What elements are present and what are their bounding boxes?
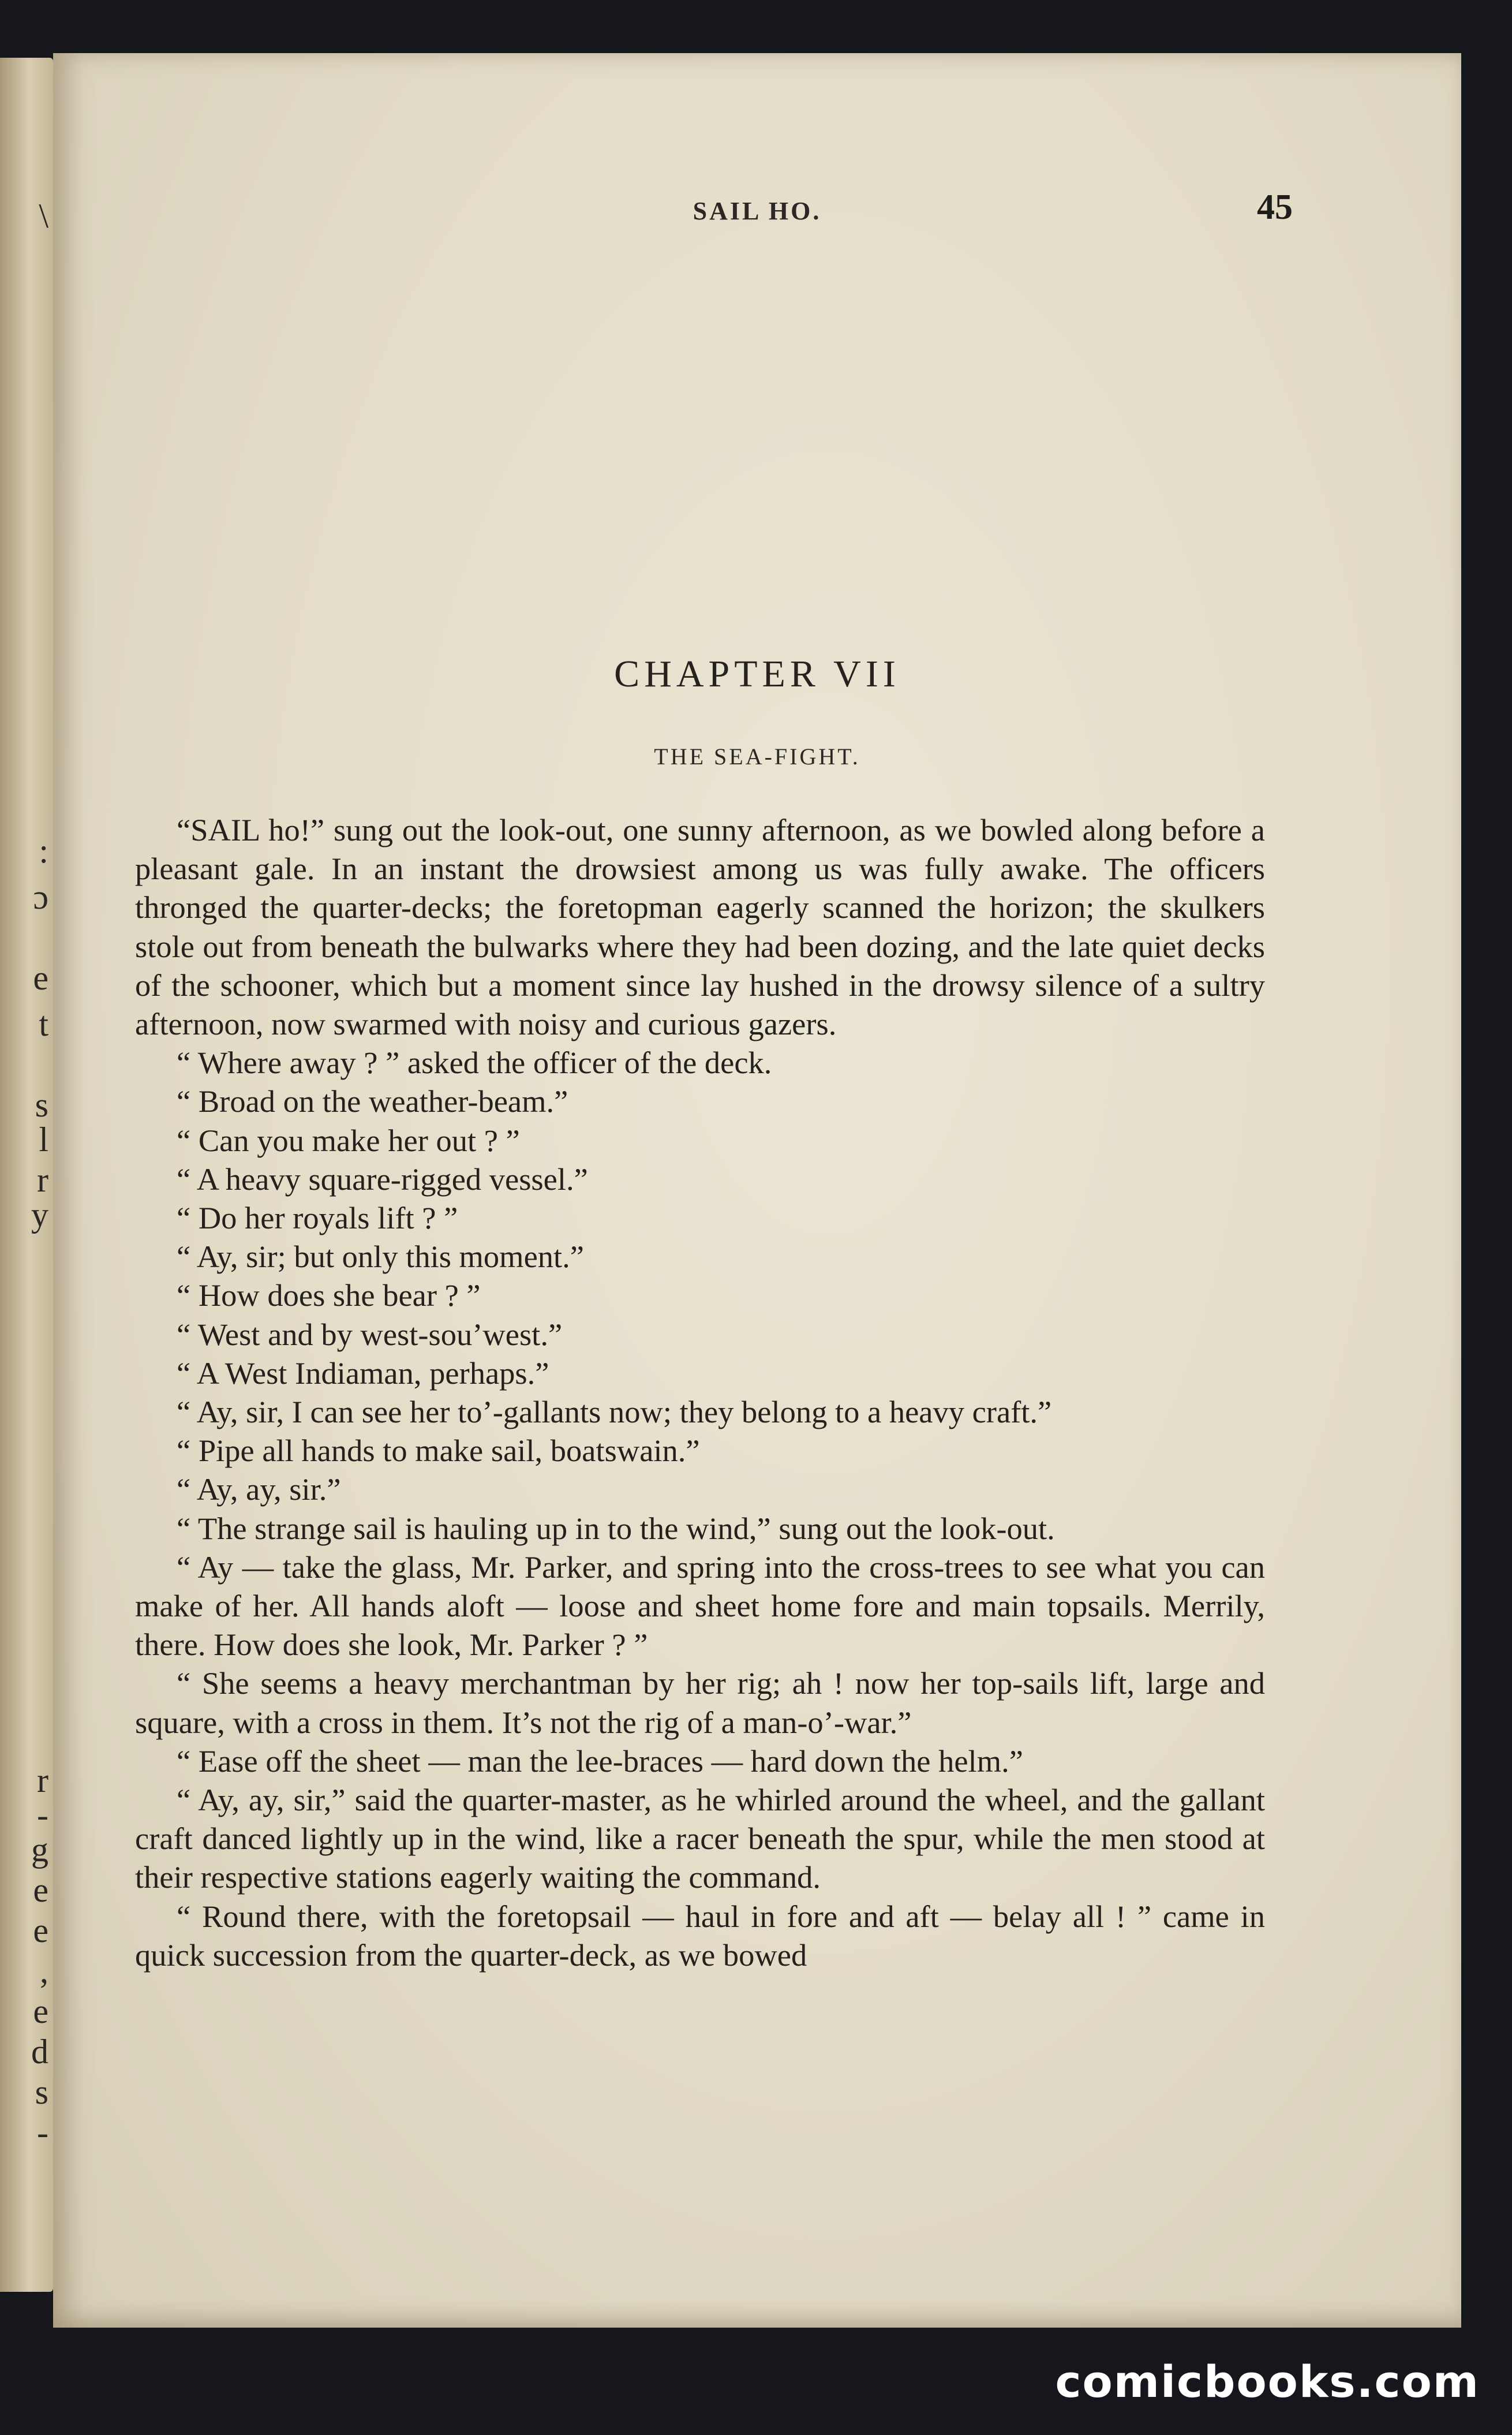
facing-page-fragment: \: [39, 197, 48, 235]
facing-page-fragment: s: [35, 2073, 48, 2111]
dialogue-line: “ A heavy square-rigged vessel.”: [177, 1161, 588, 1197]
facing-page-fragment: :: [39, 832, 48, 870]
running-head: SAIL HO.: [693, 197, 822, 225]
facing-page-fragment: s: [35, 1086, 48, 1124]
facing-page-edge: [0, 58, 53, 2292]
facing-page-fragment: t: [39, 1005, 48, 1043]
facing-page-fragment: -: [37, 2113, 48, 2152]
facing-page-fragment: y: [31, 1196, 48, 1234]
facing-page-fragment: e: [33, 1911, 48, 1950]
dialogue-line: “ Ay, sir, I can see her to’-gallants now; they belong to a heavy craft.”: [177, 1394, 1052, 1430]
facing-page-fragment: e: [33, 1992, 48, 2030]
chapter-title: CHAPTER VII: [614, 653, 900, 695]
dialogue-line: “ Broad on the weather-beam.”: [177, 1084, 568, 1119]
dialogue-line: “ Ay, sir; but only this moment.”: [177, 1239, 584, 1275]
dialogue-line: “ The strange sail is hauling up in to the wind,” sung out the look-out.: [177, 1510, 1055, 1546]
facing-page-fragment: e: [33, 1871, 48, 1909]
narrative-paragraph: “ Ay, ay, sir,” said the quarter-master, as he whirled around the wheel, and the gallant craft danced lightly up in the wind, like a racer beneath the spur, while the men stood at their respective stations eagerly waiting the command.: [135, 1782, 1265, 1895]
chapter-body: [135, 811, 1265, 1974]
facing-page-fragment: d: [31, 2033, 48, 2071]
dialogue-line: “ Ay — take the glass, Mr. Parker, and spring into the cross-trees to see what you can make of her. All hands aloft — loose and sheet home fore and main topsails. Merrily, there. How does she look, Mr. Parker ? ”: [135, 1549, 1265, 1663]
facing-page-fragment: l: [39, 1121, 48, 1159]
facing-page-fragment: r: [37, 1161, 48, 1199]
facing-page-fragment: g: [31, 1831, 48, 1869]
dialogue-line: “ How does she bear ? ”: [177, 1278, 481, 1313]
dialogue-line: “ A West Indiaman, perhaps.”: [177, 1355, 549, 1391]
dialogue-line: “ Do her royals lift ? ”: [177, 1200, 458, 1236]
dialogue-line: “ Where away ? ” asked the officer of the deck.: [177, 1045, 772, 1081]
opening-paragraph: “SAIL ho!” sung out the look-out, one sunny afternoon, as we bowled along before a pleasant gale. In an instant the drowsiest among us was fully awake. The officers thronged the quarter-decks; the foretopman eagerly scanned the horizon; the skulkers stole out from beneath the bulwarks where they had been dozing, and the late quiet decks of the schooner, which but a moment since lay hushed in the drowsy silence of a sultry afternoon, now swarmed with noisy and curious gazers.: [135, 812, 1265, 1042]
facing-page-fragment: e: [33, 959, 48, 997]
narrative-paragraph: “ Round there, with the foretopsail — haul in fore and aft — belay all ! ” came in quick succession from the quarter-deck, as we bowed: [135, 1898, 1265, 1973]
facing-page-fragment: ,: [40, 1952, 48, 1990]
dialogue-line: “ Pipe all hands to make sail, boatswain.”: [177, 1433, 700, 1469]
facing-page-fragment: r: [37, 1761, 48, 1799]
dialogue-line: “ Ay, ay, sir.”: [177, 1472, 341, 1507]
dialogue-line: “ Can you make her out ? ”: [177, 1122, 520, 1158]
dialogue-line: “ Ease off the sheet — man the lee-braces — hard down the helm.”: [177, 1743, 1023, 1779]
dialogue-line: “ She seems a heavy merchantman by her rig; ah ! now her top-sails lift, large and square, with a cross in them. It’s not the rig of a man-o’-war.”: [135, 1665, 1265, 1740]
page-number: 45: [1257, 188, 1293, 227]
book-page: [53, 53, 1461, 2328]
facing-page-fragment: ɔ: [33, 878, 48, 916]
dialogue-line: “ West and by west-sou’west.”: [177, 1316, 563, 1352]
watermark: comicbooks.com: [1055, 2356, 1480, 2407]
facing-page-fragment: -: [37, 1796, 48, 1834]
chapter-subtitle: THE SEA-FIGHT.: [654, 744, 860, 770]
